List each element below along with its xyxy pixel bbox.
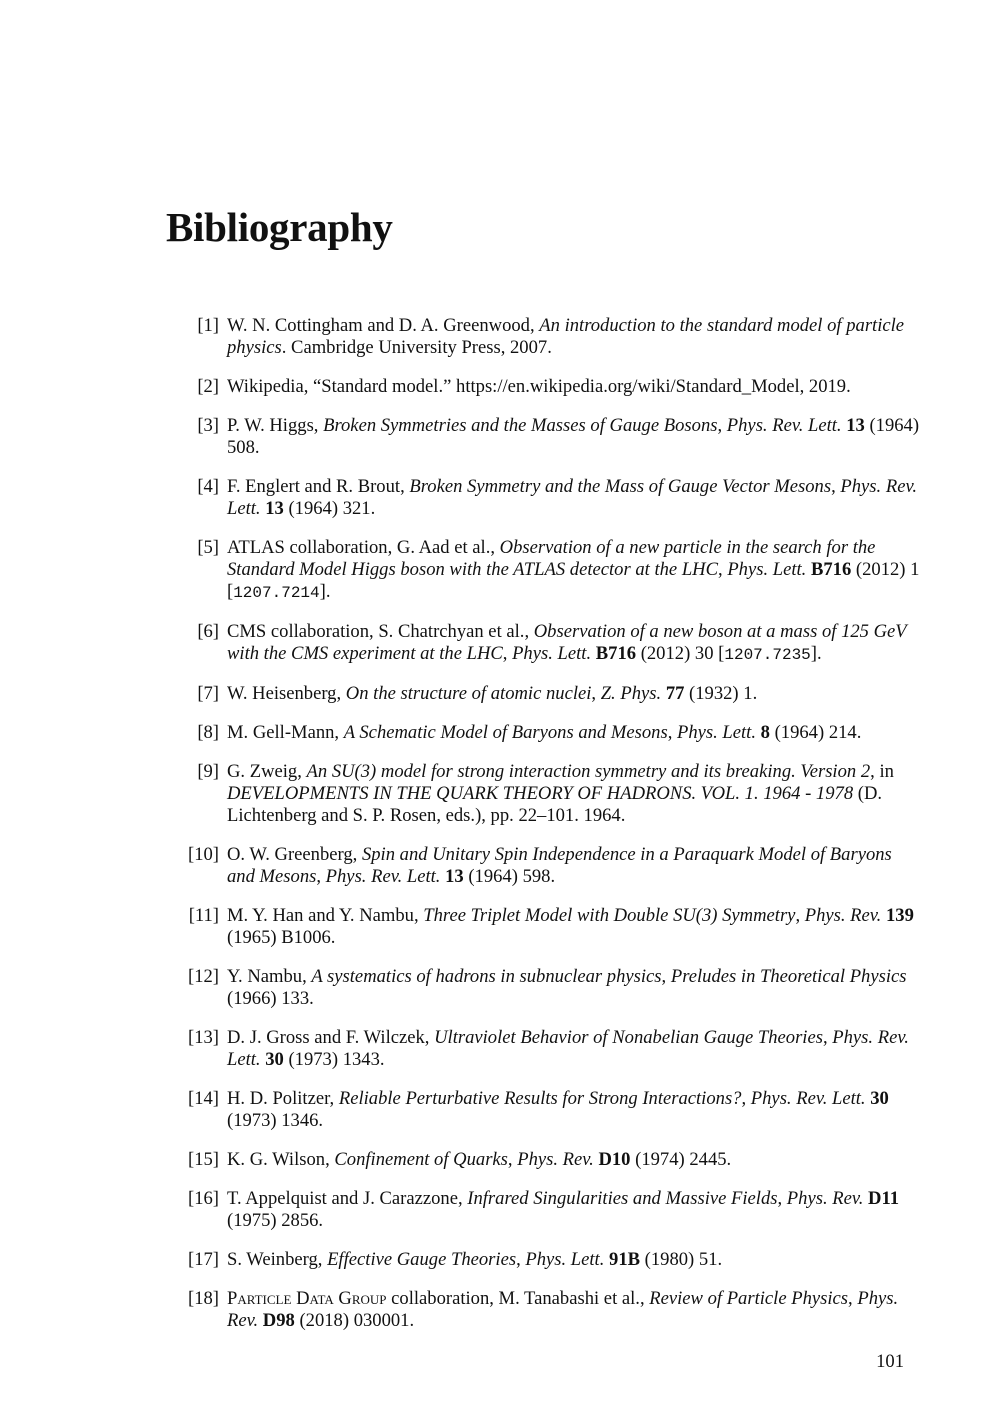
bib-entry-number-label: [4] bbox=[197, 476, 219, 497]
bib-entry-fragment: , bbox=[591, 683, 601, 704]
bib-entry-fragment: Phys. Rev. Lett. bbox=[325, 866, 441, 887]
bib-entry bbox=[160, 1149, 920, 1171]
bib-entry-fragment: Spin and Unitary Spin Independence in a Paraquark Model of Baryons and Mesons bbox=[227, 844, 892, 887]
bib-entry-number-label: [17] bbox=[188, 1249, 219, 1270]
bib-entry-fragment: D10 bbox=[598, 1149, 631, 1170]
bib-entry-number-label: [13] bbox=[188, 1027, 219, 1048]
bib-entry-fragment: (1964) 214. bbox=[769, 722, 862, 743]
bib-entry-fragment: Z. Phys. bbox=[600, 683, 662, 704]
bib-entry-text bbox=[219, 966, 920, 1010]
bib-entry-fragment: (1974) 2445. bbox=[630, 1149, 732, 1170]
bib-entry-number bbox=[160, 1088, 219, 1132]
bib-entry-fragment: (1964) 321. bbox=[283, 498, 376, 519]
bib-entry-number-label: [9] bbox=[197, 761, 219, 782]
bib-entry-fragment: B716 bbox=[595, 643, 637, 664]
bib-entry-number bbox=[160, 966, 219, 1010]
bib-entry-fragment: (1973) 1346. bbox=[227, 1110, 324, 1131]
bib-entry-number bbox=[160, 415, 219, 459]
bibliography-list bbox=[160, 315, 920, 1349]
bib-entry-fragment: (1932) 1. bbox=[684, 683, 758, 704]
bib-entry-number bbox=[160, 315, 219, 359]
bib-entry-fragment: ]. bbox=[319, 581, 331, 602]
bib-entry-text bbox=[219, 1088, 920, 1132]
bib-entry-fragment: M. Y. Han and Y. Nambu, bbox=[227, 905, 424, 926]
bib-entry-fragment: W. Heisenberg, bbox=[227, 683, 346, 704]
bib-entry-fragment: (D. Lichtenberg and S. P. Rosen, eds.), pp. 22–101. 1964. bbox=[227, 783, 883, 826]
bib-entry-fragment: (1973) 1343. bbox=[283, 1049, 385, 1070]
bib-entry-fragment: Ultraviolet Behavior of Nonabelian Gauge Theories bbox=[434, 1027, 823, 1048]
bib-entry bbox=[160, 476, 920, 520]
bib-entry bbox=[160, 537, 920, 604]
bib-entry-fragment: 77 bbox=[665, 683, 685, 704]
bib-entry-number bbox=[160, 683, 219, 705]
bib-entry-fragment: (1966) 133. bbox=[227, 988, 314, 1009]
bib-entry bbox=[160, 1027, 920, 1071]
bib-entry-fragment: D. J. Gross and F. Wilczek, bbox=[227, 1027, 435, 1048]
bib-entry bbox=[160, 683, 920, 705]
bib-entry-fragment: , in bbox=[870, 761, 894, 782]
bib-entry-number bbox=[160, 537, 219, 604]
bib-entry-fragment: Infrared Singularities and Massive Fields bbox=[467, 1188, 778, 1209]
bib-entry bbox=[160, 905, 920, 949]
bib-entry-number-label: [11] bbox=[188, 905, 219, 926]
bib-entry-fragment: An introduction to the standard model of particle physics bbox=[227, 315, 905, 358]
bib-entry-fragment: H. D. Politzer, bbox=[227, 1088, 339, 1109]
bib-entry bbox=[160, 415, 920, 459]
bib-entry-fragment: Observation of a new particle in the search for the Standard Model Higgs boson with the ATLAS detector at the LHC bbox=[227, 537, 876, 580]
bib-entry-number-label: [14] bbox=[188, 1088, 219, 1109]
bib-entry-fragment: , bbox=[718, 559, 728, 580]
bib-entry-fragment: ]. bbox=[810, 643, 822, 664]
bib-entry-fragment: Confinement of Quarks bbox=[334, 1149, 508, 1170]
bib-entry-fragment: A Schematic Model of Baryons and Mesons bbox=[343, 722, 668, 743]
bib-entry-fragment: Phys. Rev. Lett. bbox=[227, 476, 917, 519]
bib-entry bbox=[160, 966, 920, 1010]
bib-entry-number bbox=[160, 376, 219, 398]
bib-entry-text bbox=[219, 537, 920, 604]
bib-entry-number-label: [7] bbox=[197, 683, 219, 704]
bib-entry-fragment: P. W. Higgs, bbox=[227, 415, 324, 436]
bib-entry-fragment: Phys. Rev. bbox=[804, 905, 882, 926]
bib-entry-fragment: Phys. Rev. bbox=[786, 1188, 864, 1209]
bib-entry bbox=[160, 1188, 920, 1232]
bib-entry-fragment: 13 bbox=[445, 866, 464, 887]
bib-entry-text bbox=[219, 315, 920, 359]
bib-entry-fragment: , bbox=[822, 1027, 833, 1048]
bib-entry-fragment: Broken Symmetries and the Masses of Gauge Bosons bbox=[323, 415, 718, 436]
bib-entry-fragment: Phys. Rev. Lett. bbox=[227, 1027, 909, 1070]
bib-entry-number bbox=[160, 476, 219, 520]
bib-entry-fragment: T. Appelquist and J. Carazzone, bbox=[227, 1188, 468, 1209]
bib-entry bbox=[160, 621, 920, 666]
bib-entry-fragment: Wikipedia, “Standard model.” https://en.wikipedia.org/wiki/Standard_Model, 2019. bbox=[227, 376, 851, 397]
bib-entry-fragment: , bbox=[661, 966, 671, 987]
bib-entry-fragment: Phys. Rev. bbox=[517, 1149, 594, 1170]
bib-entry-fragment: Broken Symmetry and the Mass of Gauge Vector Mesons bbox=[409, 476, 832, 497]
bib-entry-fragment: M. Gell-Mann, bbox=[227, 722, 344, 743]
bib-entry-fragment: (1975) 2856. bbox=[227, 1210, 324, 1231]
bib-entry-fragment: , bbox=[831, 476, 841, 497]
bib-entry-text bbox=[219, 376, 920, 398]
bib-entry-number-label: [10] bbox=[188, 844, 219, 865]
bib-entry-fragment: 1207.7214 bbox=[233, 584, 320, 602]
bib-entry-number bbox=[160, 905, 219, 949]
bib-entry-number-label: [3] bbox=[197, 415, 219, 436]
bib-entry-fragment: 8 bbox=[760, 722, 770, 743]
bib-entry-number bbox=[160, 1288, 219, 1332]
bib-entry-text bbox=[219, 905, 920, 949]
bib-entry-number-label: [2] bbox=[197, 376, 219, 397]
bib-entry-fragment: DEVELOPMENTS IN THE QUARK THEORY OF HADRONS. VOL. 1. 1964 - 1978 bbox=[227, 783, 854, 804]
bib-entry-fragment: 30 bbox=[265, 1049, 284, 1070]
bib-entry-number-label: [1] bbox=[197, 315, 219, 336]
bib-entry-fragment: (2012) 30 [ bbox=[636, 643, 725, 664]
bib-entry-fragment: Reliable Perturbative Results for Strong Interactions? bbox=[338, 1088, 742, 1109]
bib-entry-text bbox=[219, 722, 920, 744]
bib-entry-fragment: (2018) 030001. bbox=[294, 1310, 415, 1331]
bib-entry-fragment: Phys. Rev. Lett. bbox=[726, 415, 842, 436]
bib-entry-number bbox=[160, 1188, 219, 1232]
bib-entry-text bbox=[219, 1249, 920, 1271]
bib-entry-fragment: 13 bbox=[265, 498, 284, 519]
bib-entry bbox=[160, 376, 920, 398]
bib-entry-number bbox=[160, 1249, 219, 1271]
bib-entry-fragment: G. Zweig, bbox=[227, 761, 307, 782]
bib-entry bbox=[160, 1288, 920, 1332]
bib-entry-fragment: 30 bbox=[870, 1088, 889, 1109]
bib-entry-fragment: . Cambridge University Press, 2007. bbox=[281, 337, 552, 358]
bib-entry-fragment: ATLAS collaboration, G. Aad et al., bbox=[227, 537, 500, 558]
bib-entry-text bbox=[219, 683, 920, 705]
page-title: Bibliography bbox=[166, 204, 393, 250]
bib-entry-fragment: Y. Nambu, bbox=[227, 966, 312, 987]
bib-entry-number bbox=[160, 844, 219, 888]
bib-entry-text bbox=[219, 1188, 920, 1232]
bib-entry-number bbox=[160, 621, 219, 666]
bib-entry-fragment: Particle Data Group bbox=[227, 1288, 387, 1309]
bib-entry-fragment: , bbox=[717, 415, 727, 436]
bib-entry-fragment: D98 bbox=[262, 1310, 295, 1331]
bib-entry-number-label: [12] bbox=[188, 966, 219, 987]
bib-entry-text bbox=[219, 476, 920, 520]
bib-entry-fragment: , bbox=[502, 643, 513, 664]
bib-entry-fragment: Observation of a new boson at a mass of 125 GeV with the CMS experiment at the LHC bbox=[227, 621, 907, 664]
bib-entry-fragment: Review of Particle Physics bbox=[649, 1288, 849, 1309]
bib-entry-fragment: (1964) 508. bbox=[227, 415, 920, 458]
bib-entry-fragment: (1980) 51. bbox=[640, 1249, 723, 1270]
bib-entry-fragment: D11 bbox=[868, 1188, 900, 1209]
bib-entry-fragment: O. W. Greenberg, bbox=[227, 844, 362, 865]
bib-entry-fragment: Phys. Lett. bbox=[512, 643, 592, 664]
bib-entry-text bbox=[219, 415, 920, 459]
bib-entry-fragment: Effective Gauge Theories bbox=[327, 1249, 517, 1270]
bib-entry-fragment: On the structure of atomic nuclei bbox=[345, 683, 592, 704]
bib-entry-fragment: , bbox=[316, 866, 326, 887]
bib-entry-text bbox=[219, 844, 920, 888]
bib-entry-fragment: CMS collaboration, S. Chatrchyan et al., bbox=[227, 621, 534, 642]
bib-entry-fragment: 139 bbox=[885, 905, 914, 926]
bib-entry bbox=[160, 315, 920, 359]
bib-entry-fragment: collaboration, M. Tanabashi et al., bbox=[386, 1288, 650, 1309]
bib-entry-number-label: [16] bbox=[188, 1188, 219, 1209]
page-number: 101 bbox=[876, 1351, 904, 1372]
bib-entry-fragment: S. Weinberg, bbox=[227, 1249, 328, 1270]
bib-entry bbox=[160, 1088, 920, 1132]
bib-entry-fragment: Preludes in Theoretical Physics bbox=[670, 966, 907, 987]
bib-entry-fragment: Phys. Lett. bbox=[676, 722, 756, 743]
bib-entry-fragment: K. G. Wilson, bbox=[227, 1149, 335, 1170]
bib-entry bbox=[160, 722, 920, 744]
bib-entry-number bbox=[160, 1149, 219, 1171]
bib-entry-text bbox=[219, 761, 920, 827]
bib-entry-fragment: A systematics of hadrons in subnuclear physics bbox=[311, 966, 662, 987]
bib-entry bbox=[160, 1249, 920, 1271]
bib-entry-fragment: Phys. Rev. Lett. bbox=[750, 1088, 866, 1109]
bib-entry-fragment: , bbox=[507, 1149, 518, 1170]
bib-entry-number bbox=[160, 722, 219, 744]
bib-entry bbox=[160, 761, 920, 827]
bib-entry-number-label: [8] bbox=[197, 722, 219, 743]
bib-entry-fragment: Phys. Lett. bbox=[727, 559, 807, 580]
bib-entry-fragment: (1964) 598. bbox=[463, 866, 556, 887]
bib-entry-number-label: [6] bbox=[197, 621, 219, 642]
bib-entry-fragment: (2012) 1 [ bbox=[227, 559, 920, 602]
bib-entry-text bbox=[219, 1149, 920, 1171]
bib-entry-text bbox=[219, 1027, 920, 1071]
bib-entry-fragment: An SU(3) model for strong interaction symmetry and its breaking. Version 2 bbox=[306, 761, 871, 782]
bib-entry-fragment: , bbox=[516, 1249, 526, 1270]
bib-entry-number-label: [15] bbox=[188, 1149, 219, 1170]
bib-entry-fragment: , bbox=[777, 1188, 787, 1209]
bib-entry-fragment: 13 bbox=[846, 415, 865, 436]
bib-entry bbox=[160, 844, 920, 888]
bib-entry-fragment: Three Triplet Model with Double SU(3) Symmetry bbox=[423, 905, 796, 926]
bib-entry-number-label: [18] bbox=[188, 1288, 219, 1309]
bib-entry-fragment: , bbox=[795, 905, 805, 926]
bib-entry-fragment: , bbox=[848, 1288, 858, 1309]
bib-entry-fragment: (1965) B1006. bbox=[227, 927, 336, 948]
bib-entry-fragment: 91B bbox=[609, 1249, 641, 1270]
bib-entry-text bbox=[219, 621, 920, 666]
bib-entry-fragment: , bbox=[667, 722, 677, 743]
bib-entry-fragment: F. Englert and R. Brout, bbox=[227, 476, 410, 497]
bib-entry-fragment: W. N. Cottingham and D. A. Greenwood, bbox=[227, 315, 540, 336]
bib-entry-number bbox=[160, 761, 219, 827]
bib-entry-fragment: Phys. Lett. bbox=[525, 1249, 605, 1270]
bib-entry-number bbox=[160, 1027, 219, 1071]
bib-entry-fragment: , bbox=[741, 1088, 751, 1109]
bib-entry-fragment: 1207.7235 bbox=[724, 646, 811, 664]
bib-entry-fragment: Phys. Rev. bbox=[227, 1288, 899, 1331]
bib-entry-text bbox=[219, 1288, 920, 1332]
bib-entry-number-label: [5] bbox=[197, 537, 219, 558]
bib-entry-fragment: B716 bbox=[810, 559, 852, 580]
